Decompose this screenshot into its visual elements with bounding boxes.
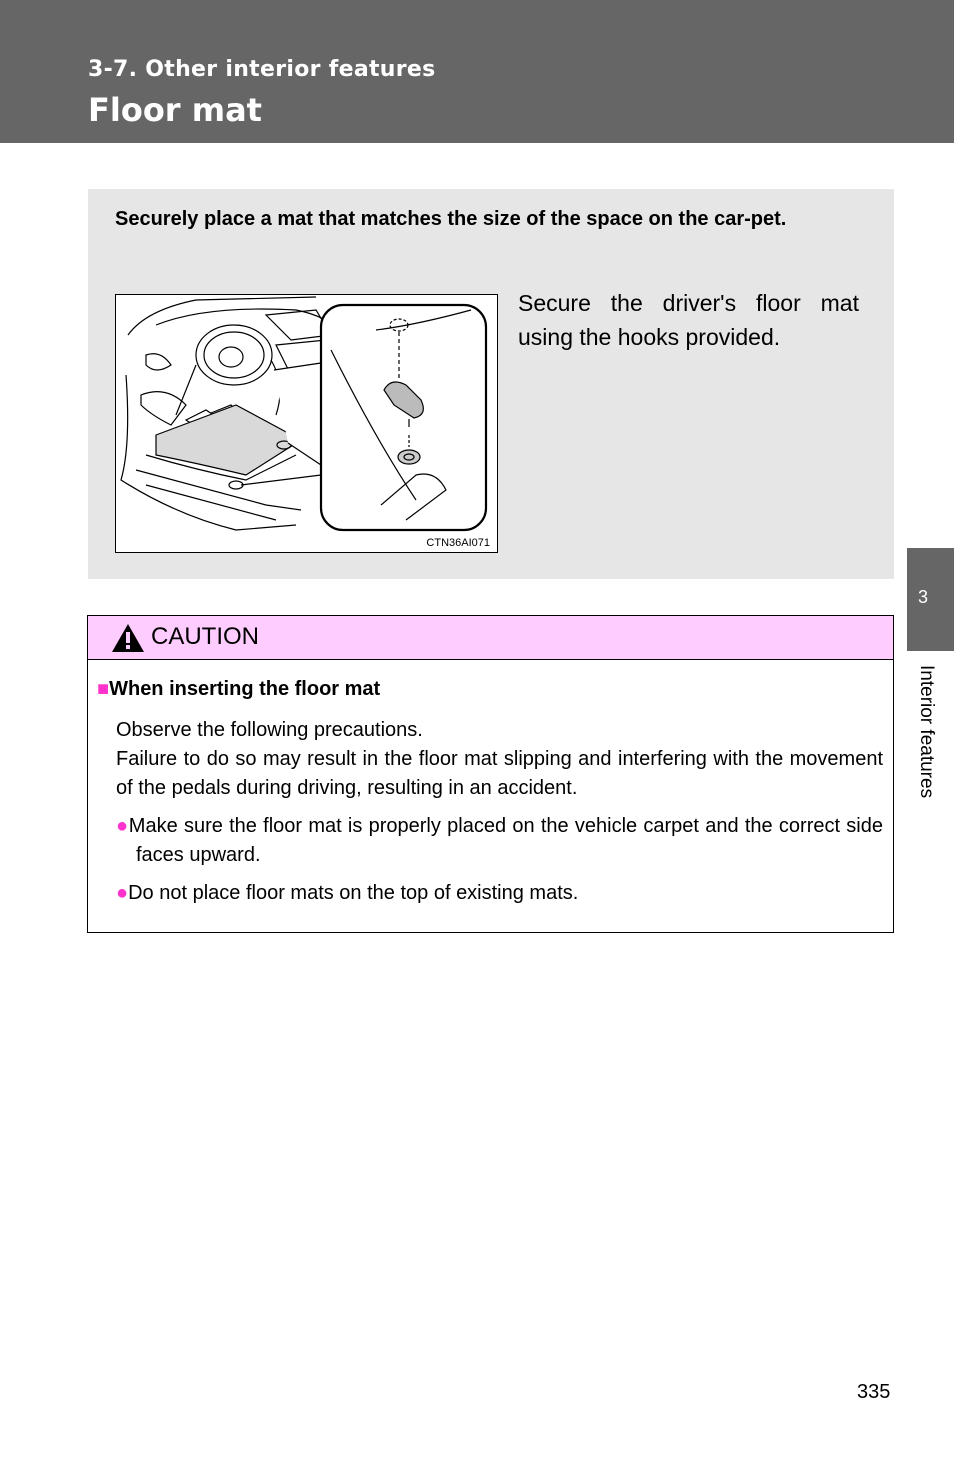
caution-paragraph-1: Observe the following precautions. [116,719,423,741]
circle-bullet-icon: ● [116,882,129,904]
caution-subheading-text: When inserting the floor mat [109,678,381,700]
caution-bullet [116,879,883,908]
caution-bullet-text: Do not place floor mats on the top of existing mats. [128,882,579,904]
caution-paragraph-2: Failure to do so may result in the floor mat slipping and interfering with the movement of the pedals during driving, resulting in an accident. [116,748,883,799]
hook-instruction-text: Secure the driver's floor mat using the hooks provided. [518,290,859,350]
warning-triangle-icon [110,622,146,654]
page-title: Floor mat [88,91,262,129]
chapter-tab [907,548,954,651]
intro-box [88,189,894,579]
caution-bullet-text: Make sure the floor mat is properly placed on the vehicle carpet and the correct side faces upward. [128,815,883,866]
floor-mat-diagram [116,295,497,552]
floor-mat-illustration [115,294,498,553]
chapter-number: 3 [918,587,929,607]
caution-title: CAUTION [151,623,259,650]
chapter-label: Interior features [916,665,937,799]
circle-bullet-icon: ● [116,815,129,837]
square-bullet-icon: ■ [97,678,110,700]
page-number: 335 [857,1381,891,1403]
caution-bullet [116,812,883,870]
caution-header [88,616,893,660]
caution-subheading [97,678,380,701]
caution-paragraph [116,716,883,803]
page-header [0,0,954,143]
caution-box [87,615,894,933]
section-label: 3-7. Other interior features [88,57,436,82]
figure-code: CTN36AI071 [426,537,490,549]
intro-lead-text: Securely place a mat that matches the size of the space on the car-pet. [115,208,787,230]
